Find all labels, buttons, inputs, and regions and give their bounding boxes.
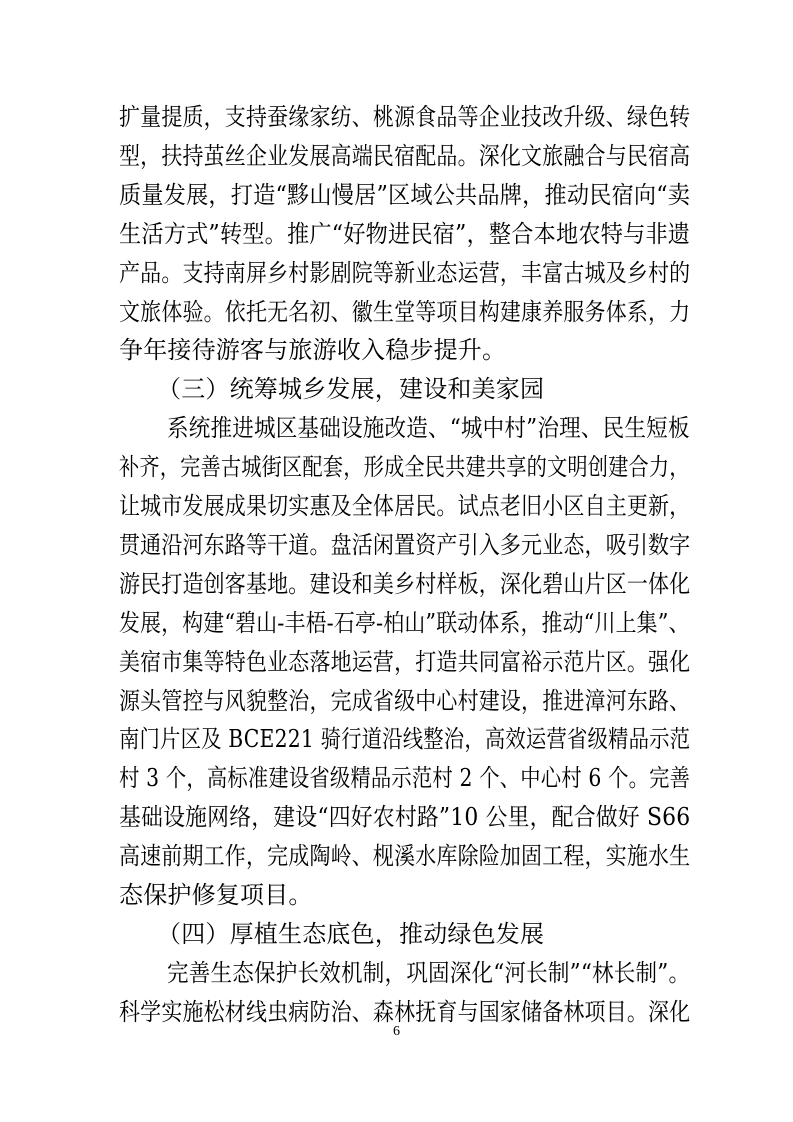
section-heading-3: （三）统筹城乡发展，建设和美家园 <box>157 375 545 404</box>
body-line-7: 争年接待游客与旅游收入稳步提升。 <box>119 336 507 365</box>
body-line-5: 产品。支持南屏乡村影剧院等新业态运营，丰富古城及乡村的 <box>119 258 691 287</box>
body-line-15: 美宿市集等特色业态落地运营，打造共同富裕示范片区。强化 <box>119 647 691 676</box>
body-line-14: 发展，构建“碧山-丰梧-石亭-柏山”联动体系，推动“川上集”、 <box>119 608 690 637</box>
section-heading-4: （四）厚植生态底色，推动绿色发展 <box>157 919 545 948</box>
body-line-16: 源头管控与风貌整治，完成省级中心村建设，推进漳河东路、 <box>119 686 691 715</box>
body-line-17: 南门片区及 BCE221 骑行道沿线整治，高效运营省级精品示范 <box>119 725 691 754</box>
body-line-21: 态保护修复项目。 <box>119 881 313 909</box>
body-line-20: 高速前期工作，完成陶岭、枧溪水库除险加固工程，实施水生 <box>119 842 691 871</box>
body-line-9: 系统推进城区基础设施改造、“城中村”治理、民生短板 <box>167 414 690 443</box>
body-line-11: 让城市发展成果切实惠及全体居民。试点老旧小区自主更新， <box>119 492 691 520</box>
body-line-6: 文旅体验。依托无名初、徽生堂等项目构建康养服务体系，力 <box>119 297 691 326</box>
body-line-12: 贯通沿河东路等干道。盘活闲置资产引入多元业态，吸引数字 <box>119 530 691 559</box>
body-line-23: 完善生态保护长效机制，巩固深化“河长制”“林长制”。 <box>167 958 691 987</box>
body-line-13: 游民打造创客基地。建设和美乡村样板，深化碧山片区一体化 <box>119 569 691 598</box>
body-line-3: 质量发展，打造“黟山慢居”区域公共品牌，推动民宿向“卖 <box>119 180 691 209</box>
body-line-2: 型，扶持茧丝企业发展高端民宿配品。深化文旅融合与民宿高 <box>119 141 691 170</box>
body-line-1: 扩量提质，支持蚕缘家纺、桃源食品等企业技改升级、绿色转 <box>119 103 691 131</box>
body-line-18: 村 3 个，高标准建设省级精品示范村 2 个、中心村 6 个。完善 <box>119 764 691 793</box>
page-number: 6 <box>393 1024 400 1039</box>
body-line-4: 生活方式”转型。推广“好物进民宿”，整合本地农特与非遗 <box>119 219 691 248</box>
body-line-19: 基础设施网络，建设“四好农村路”10 公里，配合做好 S66 <box>119 803 691 832</box>
body-line-24: 科学实施松材线虫病防治、森林抚育与国家储备林项目。深化 <box>119 997 691 1026</box>
body-line-10: 补齐，完善古城街区配套，形成全民共建共享的文明创建合力， <box>119 453 690 482</box>
